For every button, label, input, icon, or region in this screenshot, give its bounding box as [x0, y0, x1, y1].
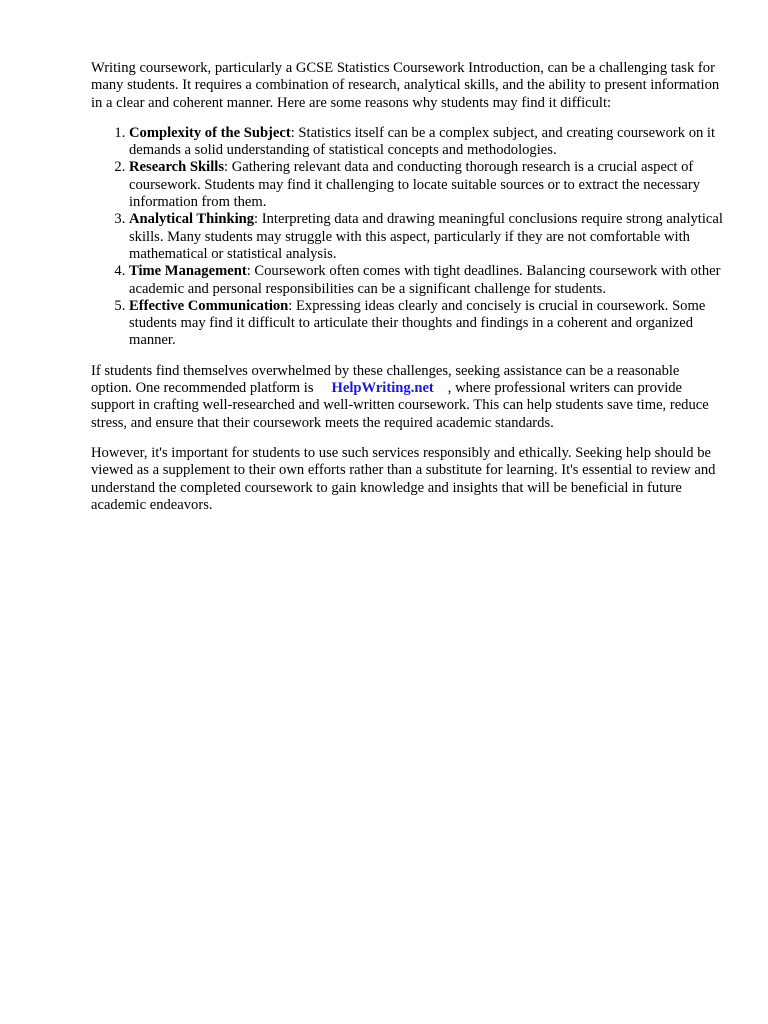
reason-term: Complexity of the Subject [129, 124, 291, 141]
document-page [91, 60, 723, 514]
reason-term: Analytical Thinking [129, 211, 255, 228]
reason-text: : Gathering relevant data and conducting thorough research is a crucial aspect of coursework. Students may find it challenging to locate suitable sources or to extract the necessary information from them. [129, 159, 701, 211]
responsibility-paragraph: However, it's important for students to use such services responsibly and ethically. Seeking help should be viewed as a supplement to their own efforts rather than a substitute for learning. It's essential to review and understand the completed coursework to gain knowledge and insights that will be beneficial in future academic endeavors. [91, 444, 716, 513]
reason-text: : Expressing ideas clearly and concisely is crucial in coursework. Some students may find it difficult to articulate their thoughts and findings in a coherent and organized manner. [129, 297, 706, 349]
reasons-list [91, 125, 723, 350]
reason-text: : Interpreting data and drawing meaningful conclusions require strong analytical skills. Many students may struggle with this aspect, particularly if they are not comfortable with mathematical or statistical analysis. [129, 211, 723, 262]
intro-paragraph: Writing coursework, particularly a GCSE Statistics Coursework Introduction, can be a challenging task for many students. It requires a combination of research, analytical skills, and the ability to present information in a clear and coherent manner. Here are some reasons why students may find it difficult: [91, 60, 720, 111]
assistance-text-before: If students find themselves overwhelmed by these challenges, seeking assistance can be a reasonable option. One recommended platform is [91, 362, 680, 397]
list-item [129, 211, 723, 263]
reason-term: Effective Communication [129, 297, 289, 314]
reason-text: : Coursework often comes with tight deadlines. Balancing coursework with other academic and personal responsibilities can be a significant challenge for students. [129, 263, 721, 297]
list-item [129, 125, 723, 160]
list-item [129, 263, 723, 298]
reason-text: : Statistics itself can be a complex subject, and creating coursework on it demands a solid understanding of statistical concepts and methodologies. [129, 124, 716, 159]
helpwriting-link[interactable]: HelpWriting.net [331, 380, 434, 397]
reason-term: Research Skills [129, 159, 225, 176]
assistance-text-after: , where professional writers can provide support in crafting well-researched and well-written coursework. This can help students save time, reduce stress, and ensure that their coursework meets the required academic standards. [91, 380, 709, 431]
reason-term: Time Management [129, 263, 247, 280]
list-item [129, 159, 723, 211]
list-item [129, 298, 723, 350]
assistance-paragraph [91, 363, 723, 432]
